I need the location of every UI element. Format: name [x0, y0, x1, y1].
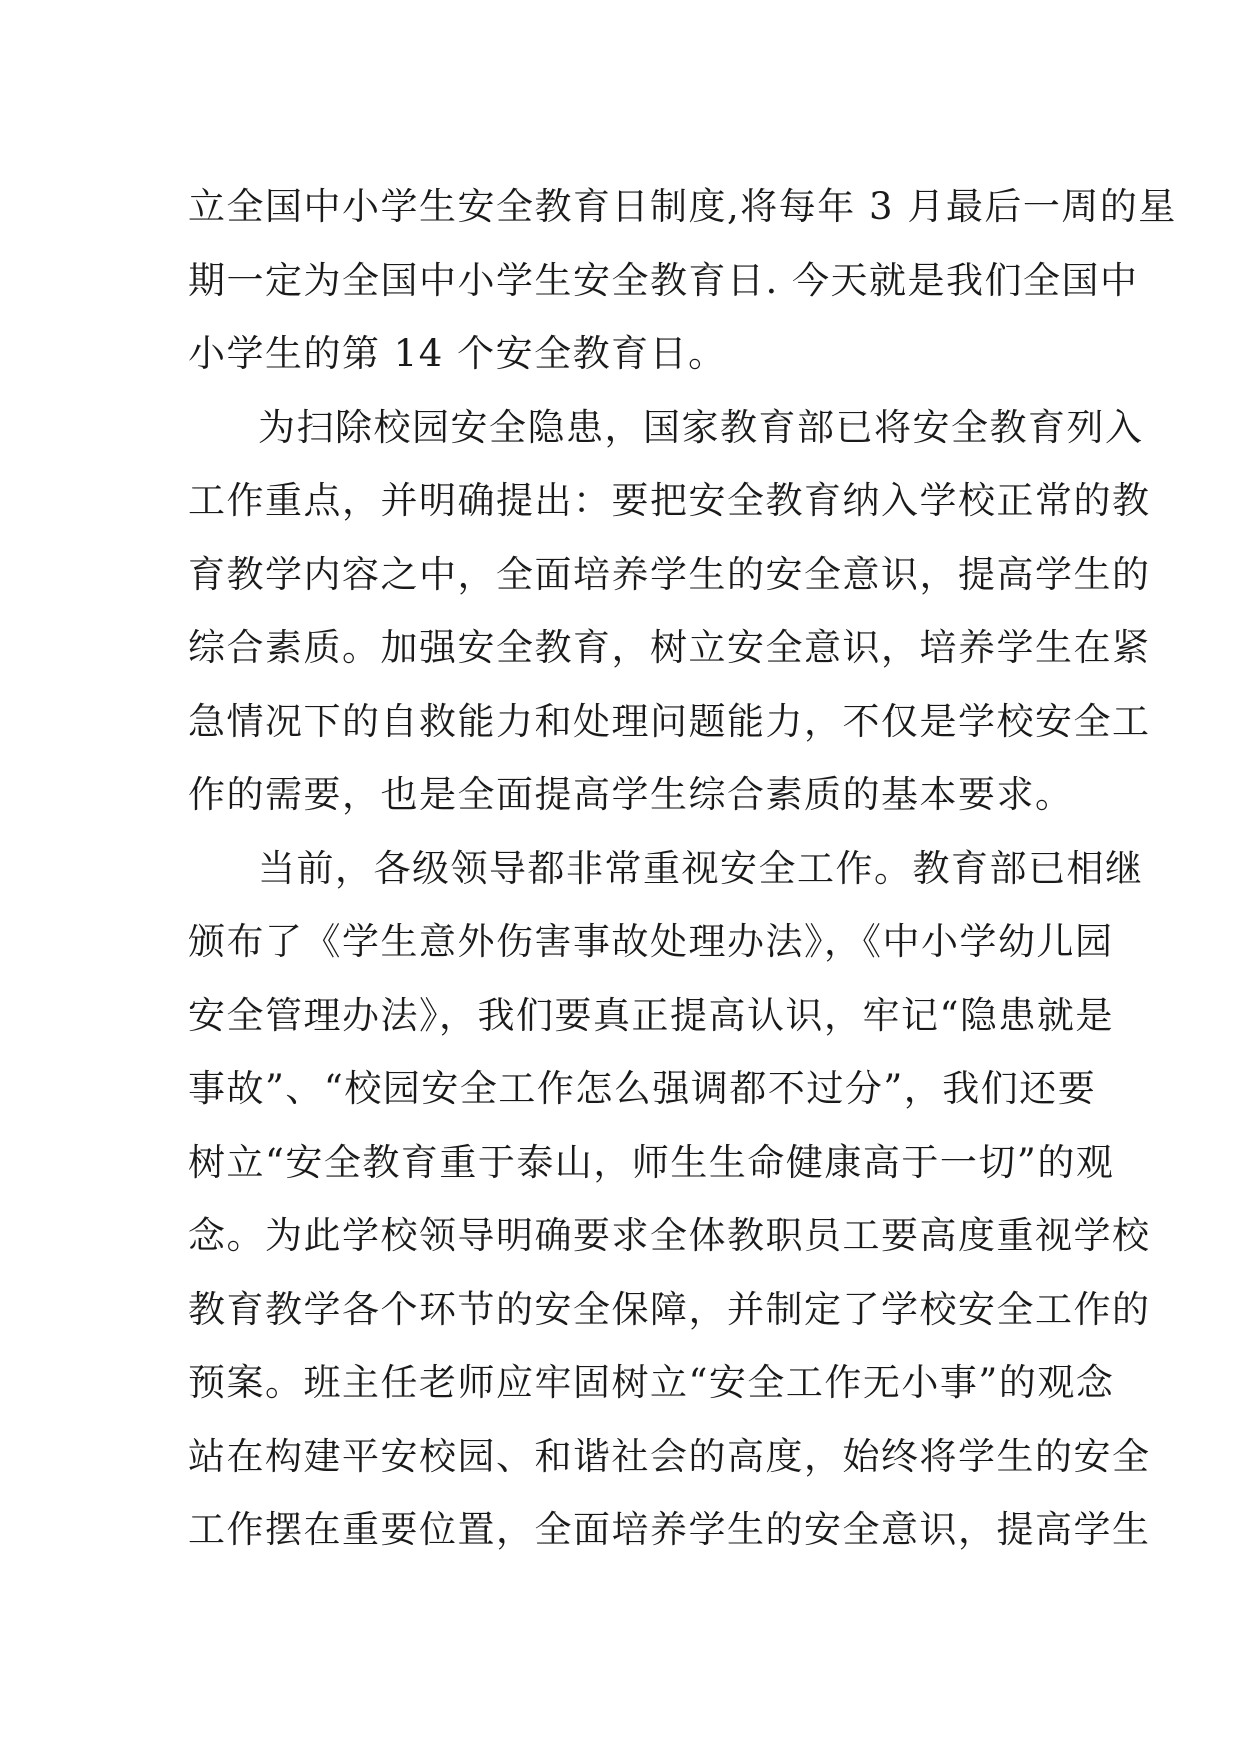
text-line: 育教学内容之中，全面培养学生的安全意识，提高学生的 — [188, 552, 1151, 596]
text-line: 树立“安全教育重于泰山，师生生命健康高于一切”的观 — [188, 1140, 1115, 1184]
text-line: 站在构建平安校园、和谐社会的高度，始终将学生的安全 — [188, 1434, 1151, 1478]
text-line: 急情况下的自救能力和处理问题能力，不仅是学校安全工 — [188, 699, 1151, 743]
text-line: 事故”、“校园安全工作怎么强调都不过分”，我们还要 — [188, 1067, 1097, 1110]
body-text — [188, 170, 1177, 1567]
text-line: 预案。班主任老师应牢固树立“安全工作无小事”的观念 — [188, 1361, 1115, 1404]
text-line: 教育教学各个环节的安全保障，并制定了学校安全工作的 — [188, 1287, 1151, 1331]
text-line: 作的需要，也是全面提高学生综合素质的基本要求。 — [188, 773, 1074, 816]
text-line: 小学生的第 14 个安全教育日。 — [188, 332, 727, 375]
text-line: 期一定为全国中小学生安全教育日. 今天就是我们全国中 — [188, 258, 1139, 302]
text-line: 工作摆在重要位置，全面培养学生的安全意识，提高学生 — [188, 1508, 1151, 1551]
text-line: 立全国中小学生安全教育日制度,将每年 3 月最后一周的星 — [188, 185, 1177, 228]
text-line: 念。为此学校领导明确要求全体教职员工要高度重视学校 — [188, 1214, 1151, 1257]
paragraph-first-line: 为扫除校园安全隐患，国家教育部已将安全教育列入 — [258, 405, 1144, 449]
text-line: 颁布了《学生意外伤害事故处理办法》，《中小学幼儿园 — [188, 920, 1114, 963]
paragraph-first-line: 当前，各级领导都非常重视安全工作。教育部已相继 — [258, 846, 1144, 890]
text-line: 综合素质。加强安全教育，树立安全意识，培养学生在紧 — [188, 626, 1151, 669]
text-line: 安全管理办法》，我们要真正提高认识，牢记“隐患就是 — [188, 993, 1114, 1037]
text-line: 工作重点，并明确提出：要把安全教育纳入学校正常的教 — [188, 479, 1151, 522]
